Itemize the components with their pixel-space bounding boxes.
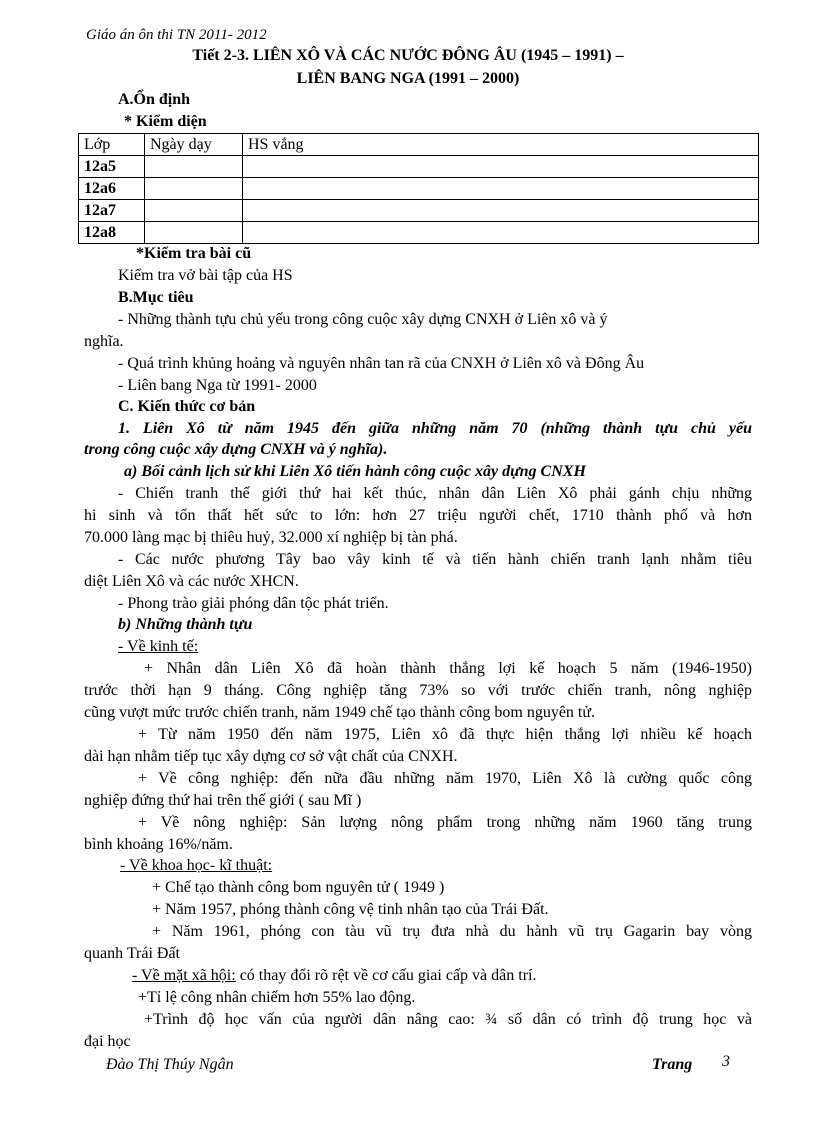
table-row bbox=[79, 156, 759, 178]
footer-page-number: 3 bbox=[722, 1053, 730, 1070]
table-row bbox=[79, 200, 759, 222]
para-kh1: + Chế tạo thành công bom nguyên tử ( 1949 ) bbox=[152, 879, 445, 896]
attendance-table bbox=[78, 133, 759, 244]
section-kiem-dien: * Kiểm diện bbox=[124, 113, 207, 130]
header-ngay-day: Ngày dạy bbox=[145, 134, 243, 156]
date-cell bbox=[145, 156, 243, 178]
lesson-title-line-2: LIÊN BANG NGA (1991 – 2000) bbox=[296, 70, 520, 87]
table-row bbox=[79, 222, 759, 244]
para-k3: + Về công nghiệp: đến nữa đầu những năm 1970, Liên Xô là cường quốc công bbox=[138, 770, 752, 787]
para-k4-2: bình khoảng 16%/năm. bbox=[84, 836, 233, 853]
section-on-dinh: A.Ổn định bbox=[118, 91, 191, 108]
table-row bbox=[79, 178, 759, 200]
para-a3: - Phong trào giải phóng dân tộc phát triển. bbox=[118, 595, 389, 612]
section-muc-tieu: B.Mục tiêu bbox=[118, 289, 194, 306]
para-k4: + Về nông nghiệp: Sản lượng nông phẩm trong những năm 1960 tăng trung bbox=[138, 814, 752, 831]
section-kiem-tra: *Kiểm tra bài cũ bbox=[136, 245, 252, 262]
para-xh1: +Tỉ lệ công nhân chiếm hơn 55% lao động. bbox=[138, 989, 416, 1006]
date-cell bbox=[145, 200, 243, 222]
para-k1-2: trước thời hạn 9 tháng. Công nghiệp tăng 73% so với trước chiến tranh, nông nghiệp bbox=[84, 682, 752, 699]
heading-1-cont: trong công cuộc xây dựng CNXH và ý nghĩa). bbox=[84, 441, 388, 458]
header-hs-vang: HS vắng bbox=[243, 134, 759, 156]
absent-cell bbox=[243, 222, 759, 244]
para-xh2-2: đại học bbox=[84, 1033, 131, 1050]
class-cell: 12a5 bbox=[79, 156, 145, 178]
sub-xa-hoi bbox=[132, 967, 536, 985]
section-kien-thuc: C. Kiến thức cơ bản bbox=[118, 398, 256, 415]
xa-hoi-text: có thay đổi rõ rệt về cơ cấu giai cấp và dân trí. bbox=[235, 967, 537, 984]
date-cell bbox=[145, 178, 243, 200]
para-k3-2: nghiệp đứng thứ hai trên thế giới ( sau Mĩ ) bbox=[84, 792, 362, 809]
heading-a: a) Bối cảnh lịch sử khi Liên Xô tiến hành công cuộc xây dựng CNXH bbox=[124, 463, 586, 480]
lesson-title-line-1: Tiết 2-3. LIÊN XÔ VÀ CÁC NƯỚC ĐÔNG ÂU (1945 – 1991) – bbox=[192, 47, 624, 64]
para-a1: - Chiến tranh thế giới thứ hai kết thúc, nhân dân Liên Xô phải gánh chịu những bbox=[118, 485, 752, 502]
para-kh3-2: quanh Trái Đất bbox=[84, 945, 180, 962]
objective-1-cont: nghĩa. bbox=[84, 333, 124, 350]
class-cell: 12a7 bbox=[79, 200, 145, 222]
table-header-row bbox=[79, 134, 759, 156]
kiem-tra-text: Kiểm tra vở bài tập của HS bbox=[118, 267, 293, 284]
para-k1-3: cũng vượt mức trước chiến tranh, năm 1949 chế tạo thành công bom nguyên tử. bbox=[84, 704, 596, 721]
para-kh2: + Năm 1957, phóng thành công vệ tinh nhân tạo của Trái Đất. bbox=[152, 901, 549, 918]
para-kh3: + Năm 1961, phóng con tàu vũ trụ đưa nhà du hành vũ trụ Gagarin bay vòng bbox=[152, 923, 752, 940]
footer-author: Đào Thị Thúy Ngân bbox=[106, 1056, 234, 1073]
para-a2-2: diệt Liên Xô và các nước XHCN. bbox=[84, 573, 299, 590]
sub-kinh-te: - Về kinh tế: bbox=[118, 638, 199, 655]
document-header: Giáo án ôn thi TN 2011- 2012 bbox=[86, 27, 267, 43]
para-k1: + Nhân dân Liên Xô đã hoàn thành thắng lợi kế hoạch 5 năm (1946-1950) bbox=[144, 660, 752, 677]
absent-cell bbox=[243, 178, 759, 200]
absent-cell bbox=[243, 156, 759, 178]
header-lop: Lớp bbox=[79, 134, 145, 156]
para-k2-2: dài hạn nhằm tiếp tục xây dựng cơ sở vật chất của CNXH. bbox=[84, 748, 458, 765]
sub-khoa-hoc: - Về khoa học- kĩ thuật: bbox=[120, 857, 273, 874]
xa-hoi-label: - Về mặt xã hội: bbox=[132, 967, 236, 984]
class-cell: 12a6 bbox=[79, 178, 145, 200]
para-k2: + Từ năm 1950 đến năm 1975, Liên xô đã thực hiện thắng lợi nhiều kế hoạch bbox=[138, 726, 752, 743]
footer-page-label: Trang bbox=[652, 1056, 693, 1073]
heading-b: b) Những thành tựu bbox=[118, 616, 253, 633]
heading-1: 1. Liên Xô từ năm 1945 đến giữa những năm 70 (những thành tựu chủ yếu bbox=[118, 420, 752, 437]
para-a1-2: hi sinh và tổn thất hết sức to lớn: hơn 27 triệu người chết, 1710 thành phố và hơn bbox=[84, 507, 752, 524]
objective-3: - Liên bang Nga từ 1991- 2000 bbox=[118, 377, 317, 394]
date-cell bbox=[145, 222, 243, 244]
class-cell: 12a8 bbox=[79, 222, 145, 244]
absent-cell bbox=[243, 200, 759, 222]
para-a1-3: 70.000 làng mạc bị thiêu huỷ, 32.000 xí nghiệp bị tàn phá. bbox=[84, 529, 458, 546]
para-a2: - Các nước phương Tây bao vây kinh tế và tiến hành chiến tranh lạnh nhằm tiêu bbox=[118, 551, 752, 568]
objective-2: - Quá trình khủng hoảng và nguyên nhân tan rã của CNXH ở Liên xô và Đông Âu bbox=[118, 355, 645, 372]
para-xh2: +Trình độ học vấn của người dân nâng cao: ¾ số dân có trình độ trung học và bbox=[144, 1011, 752, 1028]
objective-1: - Những thành tựu chủ yếu trong công cuộc xây dựng CNXH ở Liên xô và ý bbox=[118, 311, 608, 328]
